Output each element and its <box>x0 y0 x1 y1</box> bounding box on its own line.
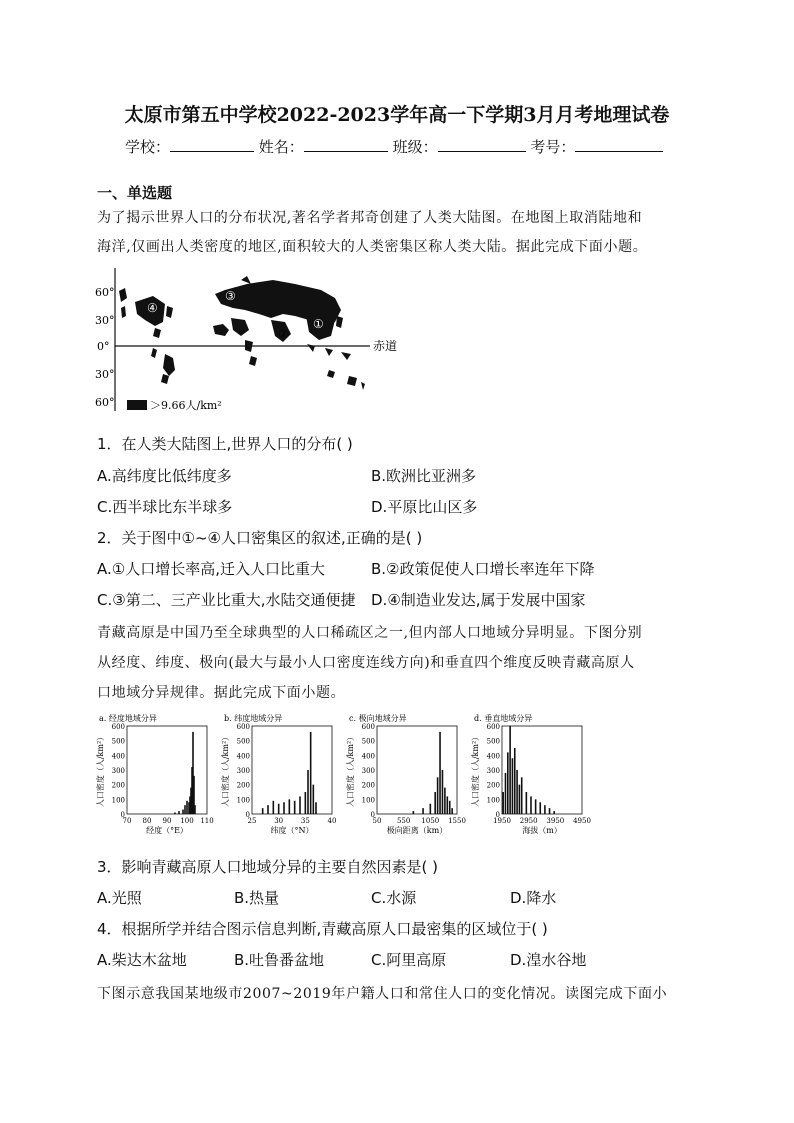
chart-xtick: 1550 <box>448 817 466 825</box>
lat-label-60n: 60° <box>95 286 115 299</box>
marker-1: ① <box>313 317 324 331</box>
chart-ytick: 300 <box>486 767 500 775</box>
section-heading: 一、单选题 <box>97 184 173 202</box>
chart-bar <box>273 801 275 814</box>
chart-ytick: 0 <box>370 811 375 819</box>
chart-xtick: 25 <box>247 817 257 825</box>
chart-bar <box>439 732 441 814</box>
chart-bar <box>530 796 532 814</box>
chart-xtick: 3950 <box>546 817 565 825</box>
lat-label-30n: 30° <box>95 314 115 327</box>
chart-ytick: 500 <box>361 737 375 746</box>
chart-xtick: 30 <box>274 817 284 825</box>
chart-bar <box>507 752 509 814</box>
chart-ytick: 600 <box>236 723 250 731</box>
chart-title: b. 纬度地域分异 <box>224 714 283 723</box>
id-blank[interactable] <box>575 137 663 152</box>
chart-bar <box>451 808 453 814</box>
chart-xtick: 110 <box>200 817 214 825</box>
q4-stem: 4．根据所学并结合图示信息判断,青藏高原人口最密集的区域位于( ) <box>97 920 548 938</box>
chart-bar <box>516 770 518 814</box>
chart-ytick: 300 <box>361 767 375 775</box>
chart-b-svg <box>220 712 338 842</box>
q2-option-a[interactable]: A.①人口增长率高,迁入人口比重大 <box>97 560 325 578</box>
chart-ylabel: 人口密度（人/km²） <box>221 732 230 808</box>
chart-bar <box>514 748 516 814</box>
chart-ytick: 0 <box>120 811 125 819</box>
chart-bar <box>307 770 309 814</box>
page-title: 太原市第五中学校2022-2023学年高一下学期3月月考地理试卷 <box>124 104 670 126</box>
australia-blobs <box>327 370 365 390</box>
chart-bar <box>289 799 291 814</box>
chart-ytick: 100 <box>361 796 375 805</box>
chart-bar <box>519 785 521 814</box>
intro2-line3: 口地域分异规律。据此完成下面小题。 <box>97 685 346 701</box>
chart-bar <box>283 802 285 814</box>
school-blank[interactable] <box>170 137 254 152</box>
q2-stem: 2．关于图中①~④人口密集区的叙述,正确的是( ) <box>97 529 423 547</box>
chart-bar <box>422 808 424 814</box>
chart-ytick: 100 <box>486 796 500 805</box>
legend-label: ＞9.66人/km² <box>150 399 222 412</box>
chart-bar <box>305 792 307 814</box>
chart-xtick: 35 <box>300 817 310 825</box>
chart-xlabel: 海拔（m） <box>522 826 562 835</box>
marker-3: ③ <box>225 289 236 303</box>
chart-bar <box>447 796 449 814</box>
chart-ytick: 600 <box>486 723 500 731</box>
chart-bar <box>444 788 446 814</box>
chart-xlabel: 经度（°E） <box>146 826 188 835</box>
chart-ytick: 600 <box>111 723 125 731</box>
q1-stem: 1．在人类大陆图上,世界人口的分布( ) <box>97 435 353 453</box>
name-blank[interactable] <box>304 137 388 152</box>
chart-xtick: 100 <box>180 817 194 825</box>
chart-xtick: 50 <box>372 817 382 825</box>
chart-bar <box>442 770 444 814</box>
class-blank[interactable] <box>438 137 526 152</box>
chart-ytick: 500 <box>486 737 500 746</box>
chart-d-svg <box>470 712 591 842</box>
chart-bar <box>449 801 451 814</box>
chart-ytick: 500 <box>236 737 250 746</box>
chart-xtick: 2950 <box>519 817 538 825</box>
chart-ytick: 600 <box>361 723 375 731</box>
q4-option-c[interactable]: C.阿里高原 <box>371 951 447 969</box>
chart-bar <box>430 804 432 814</box>
chart-bar <box>194 805 196 814</box>
chart-ytick: 400 <box>236 752 250 761</box>
chart-ylabel: 人口密度（人/km²） <box>96 732 105 808</box>
chart-ytick: 200 <box>361 781 375 790</box>
chart-ytick: 200 <box>486 781 500 790</box>
q1-option-a[interactable]: A.高纬度比低纬度多 <box>97 467 232 485</box>
name-label: 姓名： <box>258 138 304 156</box>
chart-ytick: 300 <box>111 767 125 775</box>
chart-bar <box>502 792 504 814</box>
chart-bar <box>544 805 546 814</box>
chart-bar <box>509 726 511 814</box>
south-america-blobs <box>151 348 175 384</box>
chart-ytick: 0 <box>495 811 500 819</box>
school-label: 学校： <box>125 138 171 156</box>
q1-option-b[interactable]: B.欧洲比亚洲多 <box>371 467 477 485</box>
chart-xlabel: 纬度（°N） <box>270 826 314 835</box>
chart-b <box>220 712 338 842</box>
chart-ytick: 300 <box>236 767 250 775</box>
marker-2: ② <box>278 327 289 341</box>
student-info-line <box>125 136 663 157</box>
chart-bar <box>178 811 180 814</box>
chart-bar <box>553 811 555 814</box>
chart-ytick: 200 <box>236 781 250 790</box>
chart-xlabel: 极向距离（km） <box>386 826 448 835</box>
chart-bar <box>267 805 269 814</box>
q3-option-b[interactable]: B.热量 <box>234 889 280 907</box>
chart-bar <box>315 802 317 814</box>
q2-option-b[interactable]: B.②政策促使人口增长率连年下降 <box>371 560 595 578</box>
intro1-line2: 海洋,仅画出人类密度的地区,面积较大的人类密集区称人类大陆。据此完成下面小题。 <box>97 239 648 255</box>
chart-d <box>470 712 591 842</box>
intro1-line1: 为了揭示世界人口的分布状况,著名学者邦奇创建了人类大陆图。在地图上取消陆地和 <box>97 210 643 226</box>
chart-xtick: 1950 <box>493 817 511 825</box>
chart-bar <box>549 808 551 814</box>
chart-xtick: 550 <box>396 817 411 825</box>
q1-option-c[interactable]: C.西半球比东半球多 <box>97 498 233 516</box>
q4-option-d[interactable]: D.湟水谷地 <box>510 951 587 969</box>
intro2-line2: 从经度、纬度、极向(最大与最小人口密度连线方向)和垂直四个维度反映青藏高原人 <box>97 655 635 671</box>
q3-option-d[interactable]: D.降水 <box>510 889 557 907</box>
chart-bar <box>262 808 264 814</box>
chart-bar <box>512 758 514 814</box>
chart-bar <box>539 802 541 814</box>
chart-bar <box>174 813 176 814</box>
chart-bar <box>313 785 315 814</box>
lat-label-30s: 30° <box>95 368 115 381</box>
intro3-line1: 下图示意我国某地级市2007~2019年户籍人口和常住人口的变化情况。读图完成下面小 <box>97 986 668 1002</box>
chart-xtick: 80 <box>142 817 152 825</box>
marker-4: ④ <box>147 301 158 315</box>
chart-bar <box>310 732 312 814</box>
chart-a-svg <box>95 712 213 842</box>
chart-ytick: 500 <box>111 737 125 746</box>
chart-ytick: 400 <box>111 752 125 761</box>
chart-a <box>95 712 213 842</box>
chart-ytick: 400 <box>361 752 375 761</box>
chart-bar <box>505 773 507 814</box>
chart-ytick: 400 <box>486 752 500 761</box>
chart-title: c. 极向地域分异 <box>349 714 407 723</box>
map-svg <box>95 266 415 416</box>
chart-bar <box>182 810 184 814</box>
chart-bar <box>521 777 523 814</box>
chart-ytick: 200 <box>111 781 125 790</box>
chart-xtick: 90 <box>162 817 172 825</box>
chart-c-svg <box>345 712 466 842</box>
north-america-blobs <box>119 288 173 338</box>
chart-bar <box>186 801 188 814</box>
chart-bar <box>434 792 436 814</box>
legend-swatch <box>127 400 147 410</box>
chart-bar <box>437 777 439 814</box>
id-label: 考号： <box>530 138 576 156</box>
chart-c <box>345 712 466 842</box>
chart-bar <box>278 804 280 814</box>
chart-ytick: 0 <box>245 811 250 819</box>
chart-ylabel: 人口密度（人/km²） <box>346 732 355 808</box>
chart-title: a. 经度地域分异 <box>99 714 157 723</box>
lat-label-60s: 60° <box>95 396 115 409</box>
chart-bar <box>184 805 186 814</box>
intro2-line1: 青藏高原是中国乃至全球典型的人口稀疏区之一,但内部人口地域分异明显。下图分别 <box>97 625 643 641</box>
q4-option-a[interactable]: A.柴达木盆地 <box>97 951 187 969</box>
africa-blobs <box>213 318 257 366</box>
lat-label-0: 0° <box>97 340 110 353</box>
chart-bar <box>413 811 415 814</box>
q2-option-d[interactable]: D.④制造业发达,属于发展中国家 <box>371 591 586 609</box>
q3-option-a[interactable]: A.光照 <box>97 889 142 907</box>
chart-bar <box>535 799 537 814</box>
q3-stem: 3．影响青藏高原人口地域分异的主要自然因素是( ) <box>97 858 439 876</box>
population-map <box>95 266 415 416</box>
chart-xtick: 1050 <box>421 817 440 825</box>
chart-bar <box>526 792 528 814</box>
chart-xtick: 40 <box>327 817 337 825</box>
chart-bar <box>294 801 296 814</box>
class-label: 班级： <box>392 138 438 156</box>
q3-option-c[interactable]: C.水源 <box>371 889 417 907</box>
chart-title: d. 垂直地域分异 <box>474 714 533 723</box>
chart-ytick: 100 <box>236 796 250 805</box>
equator-label: 赤道 <box>373 339 398 353</box>
chart-bg <box>95 712 213 842</box>
chart-xtick: 4950 <box>573 817 591 825</box>
q4-option-b[interactable]: B.吐鲁番盆地 <box>234 951 325 969</box>
chart-xtick: 70 <box>122 817 132 825</box>
q2-option-c[interactable]: C.③第二、三产业比重大,水陆交通便捷 <box>97 591 356 609</box>
q1-option-d[interactable]: D.平原比山区多 <box>371 498 478 516</box>
tibet-charts <box>95 712 595 842</box>
chart-ytick: 100 <box>111 796 125 805</box>
chart-bar <box>299 796 301 814</box>
chart-ylabel: 人口密度（人/km²） <box>471 732 480 808</box>
